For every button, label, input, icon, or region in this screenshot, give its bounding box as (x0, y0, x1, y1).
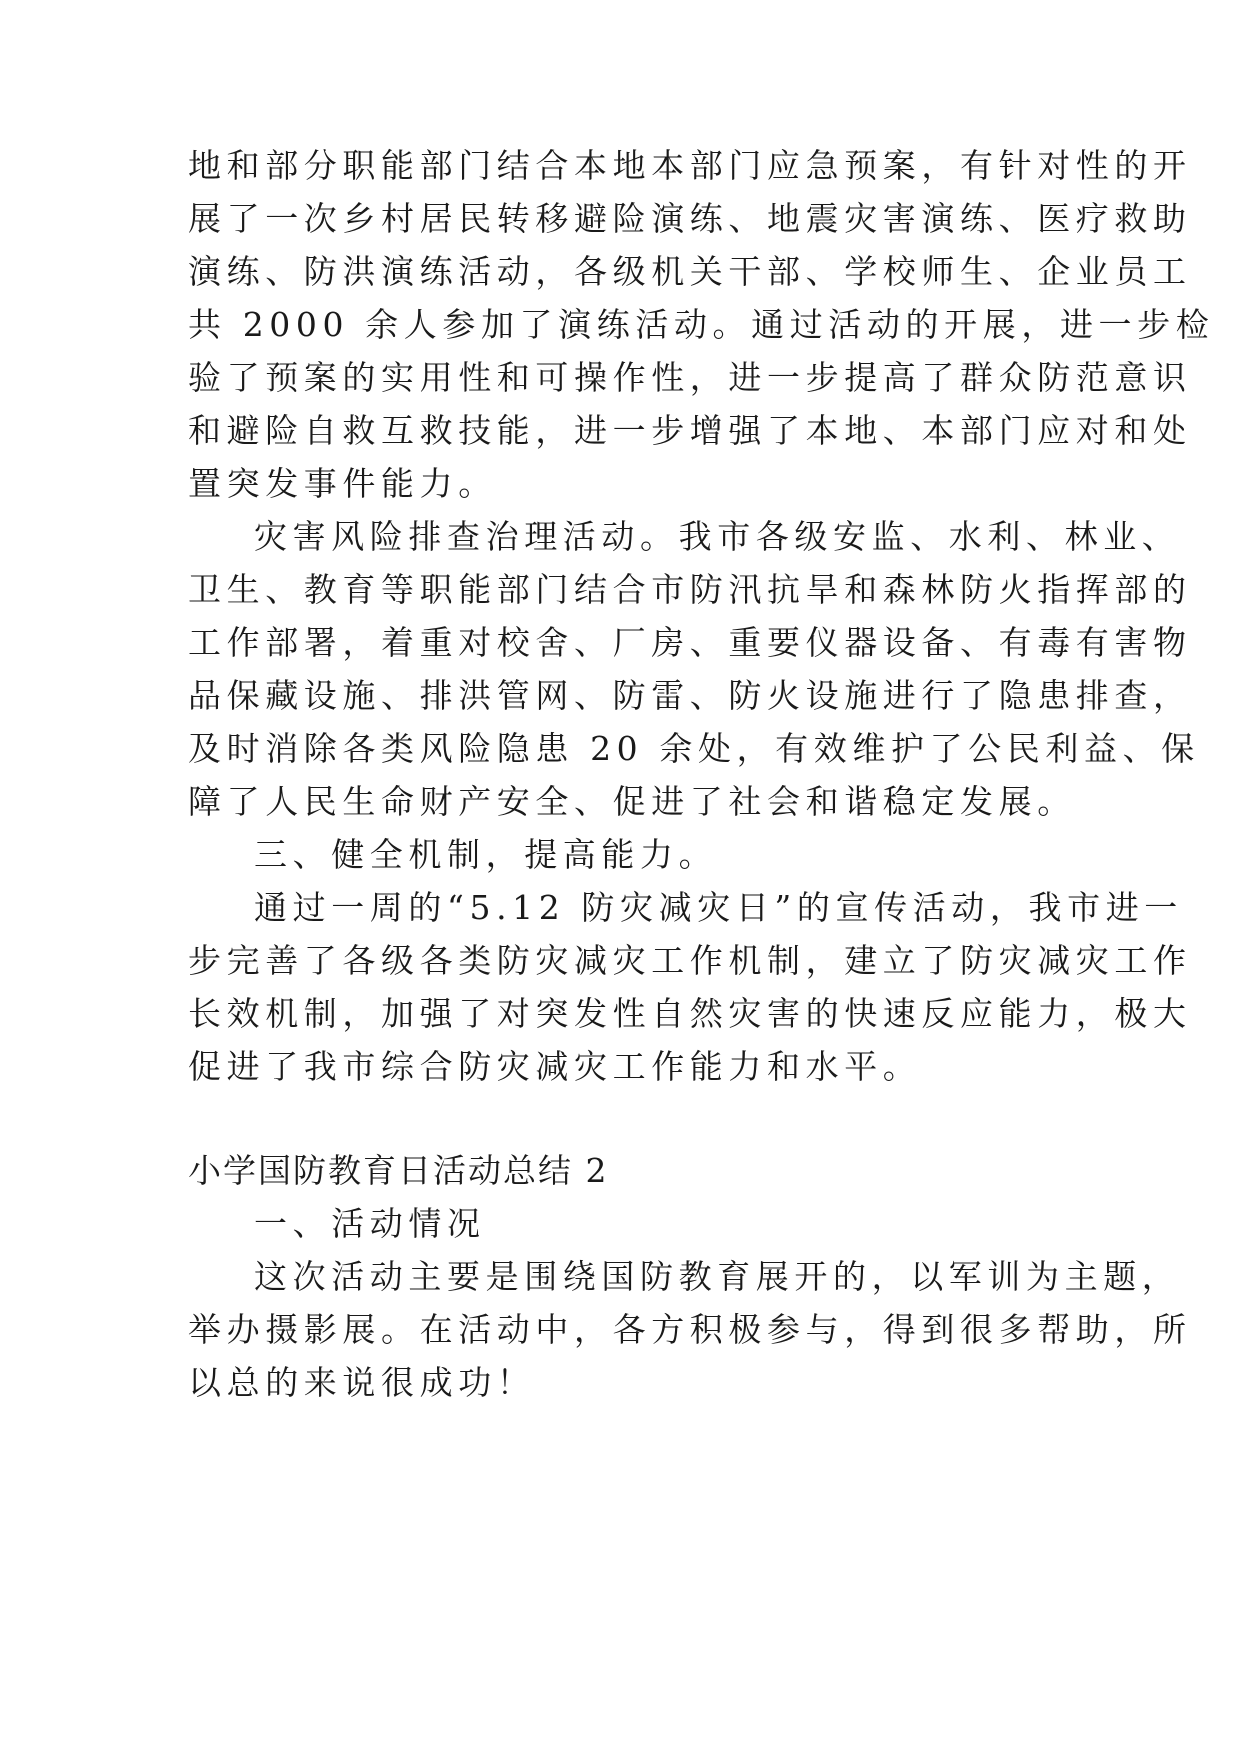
paragraph-line: 展了一次乡村居民转移避险演练、地震灾害演练、医疗救助 (188, 199, 1192, 238)
paragraph-line: 置突发事件能力。 (188, 464, 497, 503)
section-heading: 三、健全机制，提高能力。 (254, 835, 718, 874)
paragraph-line: 步完善了各级各类防灾减灾工作机制，建立了防灾减灾工作 (188, 941, 1192, 980)
section-heading: 一、活动情况 (254, 1204, 486, 1243)
paragraph-line: 举办摄影展。在活动中，各方积极参与，得到很多帮助，所 (188, 1310, 1192, 1349)
paragraph-line: 地和部分职能部门结合本地本部门应急预案，有针对性的开 (188, 146, 1192, 185)
paragraph-line: 这次活动主要是围绕国防教育展开的，以军训为主题， (254, 1257, 1181, 1296)
paragraph-line: 验了预案的实用性和可操作性，进一步提高了群众防范意识 (188, 358, 1192, 397)
paragraph-line: 及时消除各类风险隐患 20 余处，有效维护了公民利益、保 (188, 729, 1200, 768)
paragraph-line: 和避险自救互救技能，进一步增强了本地、本部门应对和处 (188, 411, 1192, 450)
paragraph-line: 障了人民生命财产安全、促进了社会和谐稳定发展。 (188, 782, 1076, 821)
document-title: 小学国防教育日活动总结 2 (188, 1151, 609, 1190)
paragraph-line: 通过一周的“5.12 防灾减灾日”的宣传活动，我市进一 (254, 888, 1183, 927)
paragraph-line: 长效机制，加强了对突发性自然灾害的快速反应能力，极大 (188, 994, 1192, 1033)
paragraph-line: 演练、防洪演练活动，各级机关干部、学校师生、企业员工 (188, 252, 1192, 291)
paragraph-line: 灾害风险排查治理活动。我市各级安监、水利、林业、 (254, 517, 1181, 556)
paragraph-line: 工作部署，着重对校舍、厂房、重要仪器设备、有毒有害物 (188, 623, 1192, 662)
paragraph-line: 卫生、教育等职能部门结合市防汛抗旱和森林防火指挥部的 (188, 570, 1192, 609)
paragraph-line: 共 2000 余人参加了演练活动。通过活动的开展，进一步检 (188, 305, 1215, 344)
paragraph-line: 品保藏设施、排洪管网、防雷、防火设施进行了隐患排查， (188, 676, 1192, 715)
paragraph-line: 促进了我市综合防灾减灾工作能力和水平。 (188, 1047, 922, 1086)
paragraph-line: 以总的来说很成功！ (188, 1363, 536, 1402)
